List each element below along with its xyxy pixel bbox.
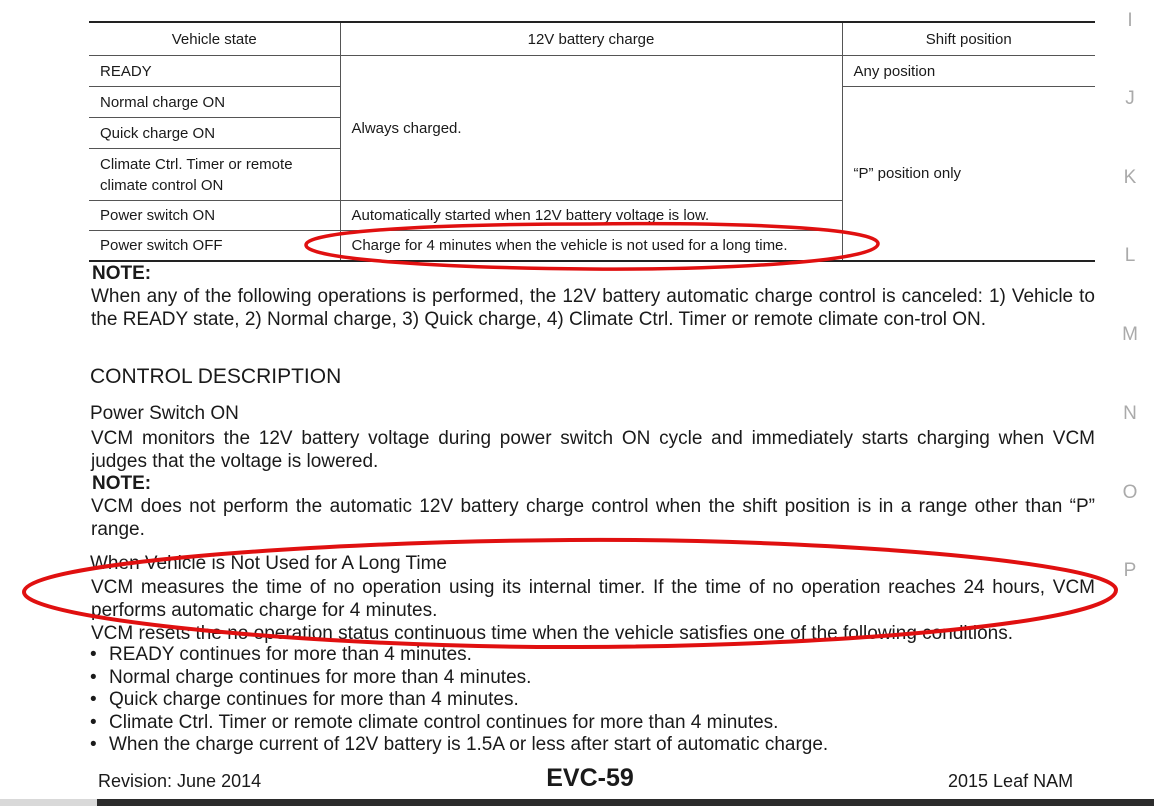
- subsection-title: Power Switch ON: [90, 403, 239, 424]
- note-label: NOTE:: [92, 473, 152, 494]
- side-index-letter: N: [1123, 403, 1137, 424]
- side-index-letter: L: [1124, 245, 1136, 266]
- cell-four-minutes: Charge for 4 minutes when the vehicle is not used for a long time.: [340, 231, 842, 262]
- table-header-row: [89, 22, 1095, 56]
- list-item: • READY continues for more than 4 minutes.: [90, 644, 828, 667]
- list-item: • Normal charge continues for more than 4 minutes.: [90, 667, 828, 690]
- note-text: VCM does not perform the automatic 12V battery charge control when the shift position is in a range other than “P” range.: [91, 496, 1095, 540]
- header-vehicle-state: Vehicle state: [89, 22, 340, 56]
- cell-p-position-only: “P” position only: [842, 87, 1095, 262]
- side-index-letter: M: [1122, 324, 1138, 345]
- list-item: • Quick charge continues for more than 4 minutes.: [90, 689, 828, 712]
- footer-revision: Revision: June 2014: [98, 771, 262, 791]
- side-index-letter: I: [1127, 10, 1133, 31]
- scroll-track: [0, 799, 97, 806]
- long-time-text: VCM measures the time of no operation using its internal timer. If the time of no operation reaches 24 hours, VCM performs automatic charge for 4 minutes.: [91, 577, 1095, 621]
- cell-normal-charge: Normal charge ON: [89, 87, 340, 118]
- cell-power-off: Power switch OFF: [89, 231, 340, 262]
- subsection-title: When Vehicle is Not Used for A Long Time: [90, 553, 447, 574]
- note-text: When any of the following operations is performed, the 12V battery automatic charge control is canceled: 1) Vehicle to the READY state, 2) Normal charge, 3) Quick charge, 4) Climate Ctrl. Timer or remote climate con-trol ON.: [91, 286, 1095, 330]
- note-label: NOTE:: [92, 263, 152, 284]
- section-heading: CONTROL DESCRIPTION: [90, 365, 342, 388]
- cell-any-position: Any position: [842, 56, 1095, 87]
- cell-always-charged: Always charged.: [340, 56, 842, 201]
- side-index-letter: J: [1125, 88, 1135, 109]
- page-number: EVC-59: [546, 764, 634, 792]
- cell-quick-charge: Quick charge ON: [89, 118, 340, 149]
- list-item: • When the charge current of 12V battery is 1.5A or less after start of automatic charge.: [90, 734, 828, 757]
- footer-model: 2015 Leaf NAM: [948, 771, 1074, 791]
- power-on-text: VCM monitors the 12V battery voltage during power switch ON cycle and immediately starts charging when VCM judges that the voltage is lowered.: [91, 428, 1095, 472]
- side-index-letter: K: [1123, 167, 1137, 188]
- header-battery-charge: 12V battery charge: [340, 22, 842, 56]
- charge-control-table: [89, 21, 1095, 262]
- table-row: [89, 56, 1095, 87]
- cell-power-on: Power switch ON: [89, 201, 340, 231]
- cell-auto-low: Automatically started when 12V battery voltage is low.: [340, 201, 842, 231]
- side-index-letter: O: [1122, 482, 1138, 503]
- cell-climate-control: Climate Ctrl. Timer or remote climate control ON: [89, 149, 340, 201]
- cell-ready: READY: [89, 56, 340, 87]
- list-item: • Climate Ctrl. Timer or remote climate control continues for more than 4 minutes.: [90, 712, 828, 735]
- horizontal-scrollbar[interactable]: [97, 799, 1154, 806]
- side-index-letter: P: [1123, 560, 1137, 581]
- reset-conditions-text: VCM resets the no operation status continuous time when the vehicle satisfies one of the following conditions.: [91, 623, 1014, 644]
- header-shift-position: Shift position: [842, 22, 1095, 56]
- condition-list: [90, 644, 828, 757]
